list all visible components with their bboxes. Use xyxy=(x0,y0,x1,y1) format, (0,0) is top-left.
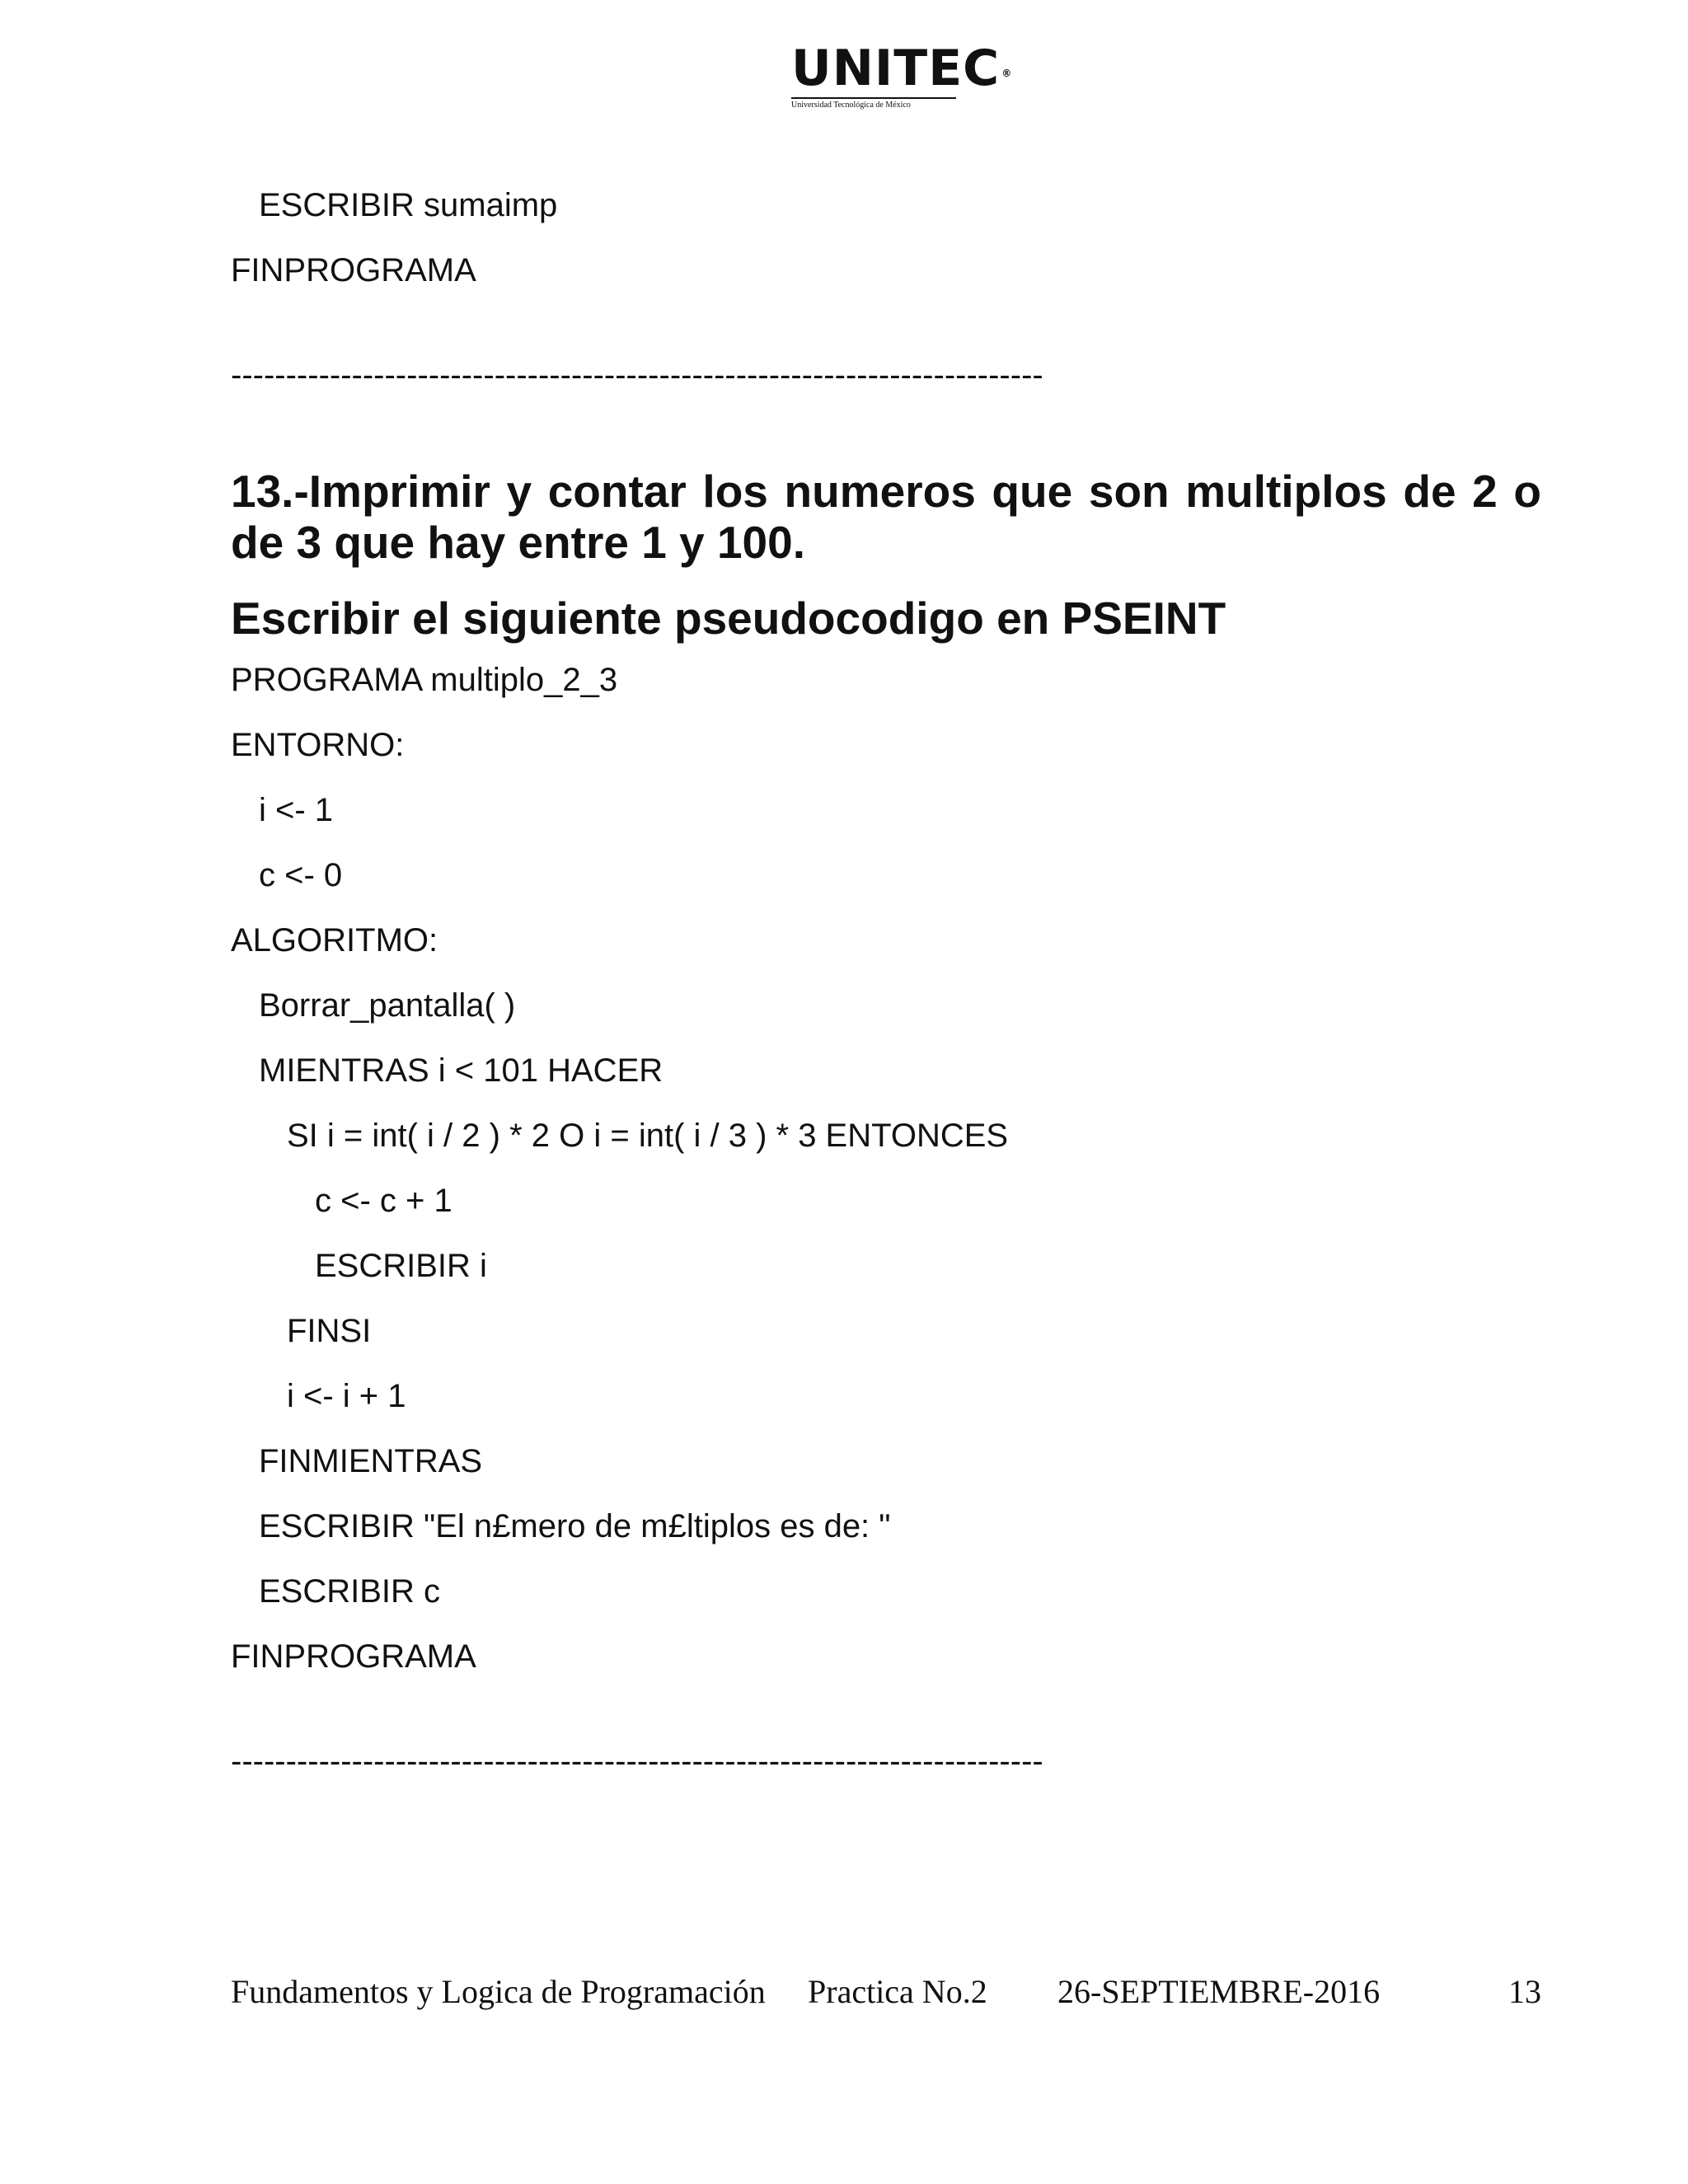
code-line: FINMIENTRAS xyxy=(259,1443,483,1479)
separator-line: -------------------------------------------------------------------------- xyxy=(231,357,1043,393)
code-line: MIENTRAS i < 101 HACER xyxy=(259,1052,663,1089)
page-number: 13 xyxy=(1508,1973,1541,2010)
exercise-instruction: Escribir el siguiente pseudocodigo en PSEINT xyxy=(231,593,1226,644)
code-line: ENTORNO: xyxy=(231,727,405,763)
code-line: c <- 0 xyxy=(259,857,343,893)
footer-course: Fundamentos y Logica de Programación xyxy=(231,1973,766,2010)
code-line: ESCRIBIR sumaimp xyxy=(259,187,558,223)
footer-date: 26-SEPTIEMBRE-2016 xyxy=(1057,1973,1381,2010)
code-line: c <- c + 1 xyxy=(315,1183,452,1219)
logo-text: UNITEC xyxy=(791,40,1001,97)
logo-subtitle: Universidad Tecnológica de México xyxy=(791,97,956,110)
code-line: ESCRIBIR i xyxy=(315,1248,487,1284)
unitec-logo xyxy=(791,40,1013,110)
code-line: FINSI xyxy=(287,1313,372,1349)
logo-wordmark xyxy=(791,41,1012,96)
page-body xyxy=(231,185,1550,1781)
code-line: ALGORITMO: xyxy=(231,922,438,958)
exercise-title: 13.-Imprimir y contar los numeros que son multiplos de 2 o de 3 que hay entre 1 y 100. xyxy=(231,466,1541,568)
code-line: ESCRIBIR c xyxy=(259,1573,441,1610)
code-line: Borrar_pantalla( ) xyxy=(259,987,516,1024)
registered-mark: ® xyxy=(1001,68,1013,79)
code-line: PROGRAMA multiplo_2_3 xyxy=(231,662,618,698)
code-line: SI i = int( i / 2 ) * 2 O i = int( i / 3 ) * 3 ENTONCES xyxy=(287,1118,1009,1154)
code-line: FINPROGRAMA xyxy=(231,1638,476,1675)
separator-line: -------------------------------------------------------------------------- xyxy=(231,1743,1043,1779)
code-line: i <- 1 xyxy=(259,792,334,828)
code-line: ESCRIBIR "El n£mero de m£ltiplos es de: " xyxy=(259,1508,891,1544)
footer-practice: Practica No.2 xyxy=(808,1973,987,2010)
page-footer xyxy=(231,1971,1541,2013)
code-line: i <- i + 1 xyxy=(287,1378,406,1414)
code-line: FINPROGRAMA xyxy=(231,252,476,288)
